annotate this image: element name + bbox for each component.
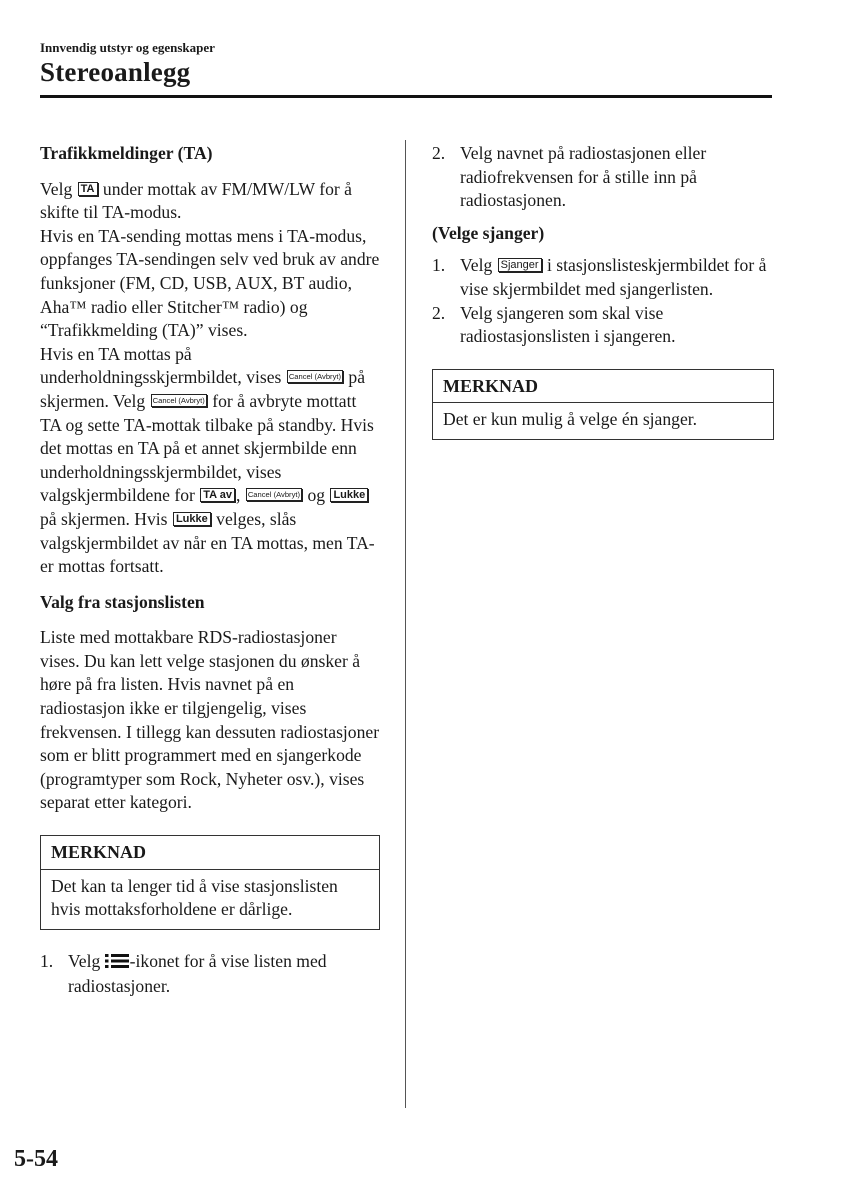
page-number: 5-54	[14, 1146, 58, 1172]
ta-heading: Trafikkmeldinger (TA)	[40, 143, 213, 163]
list-item: 2. Velg sjangeren som skal vise radiostasjonslisten i sjangeren.	[432, 302, 676, 347]
ta-paragraph-3: Hvis en TA mottas på underholdningsskjermbildet, vises Cancel (Avbryt) på skjermen. Velg Cancel (Avbryt) for å avbryte mottatt TA og sette TA-mottak tilbake på standby. Hvis det mottas en TA på et annet skjermbilde enn underholdningsskjermbildet, vises valgskjermbildene for TA av , Cancel (Avbryt) og Lukke på skjermen. Hvis Lukke velges, slås valgskjermbildet av når en TA mottas, men TA-er mottas fortsatt.	[40, 343, 375, 577]
note-title: MERKNAD	[433, 370, 773, 404]
station-steps-cont	[432, 142, 774, 213]
list-item: 1. Velg -ikonet for å vise listen med radiostasjoner.	[40, 950, 327, 997]
column-divider	[405, 140, 406, 1108]
station-list-heading: Valg fra stasjonslisten	[40, 591, 205, 612]
right-column	[432, 142, 774, 440]
note-body: Det er kun mulig å velge én sjanger.	[443, 409, 698, 430]
left-column	[40, 142, 380, 999]
ta-button: TA	[78, 182, 98, 196]
cancel-button: Cancel (Avbryt)	[152, 395, 205, 405]
cancel-button: Cancel (Avbryt)	[288, 372, 342, 382]
sjanger-button: Sjanger	[498, 258, 542, 272]
lukke-button: Lukke	[173, 512, 211, 526]
station-steps	[40, 950, 380, 999]
cancel-button: Cancel (Avbryt)	[247, 490, 301, 500]
note-box	[40, 835, 380, 930]
ta-av-button: TA av	[200, 488, 235, 502]
ta-paragraph-1: Velg TA under mottak av FM/MW/LW for å skifte til TA-modus.	[40, 178, 352, 223]
list-icon	[105, 952, 129, 976]
list-item: 1. Velg Sjanger i stasjonslisteskjermbildet for å vise skjermbildet med sjangerlisten.	[432, 255, 767, 299]
genre-heading: (Velge sjanger)	[432, 222, 545, 243]
header-rule	[40, 95, 772, 98]
genre-steps	[432, 254, 774, 348]
list-item: 2. Velg navnet på radiostasjonen eller radiofrekvensen for å stille inn på radiostasjonen.	[432, 143, 707, 211]
note-box	[432, 369, 774, 440]
station-list-paragraph: Liste med mottakbare RDS-radiostasjoner vises. Du kan lett velge stasjonen du ønsker å høre på fra listen. Hvis navnet på en radiostasjon ikke er tilgjengelig, vises frekvensen. I tillegg kan dessuten radiostasjoner som er blitt programmert med en sjangerkode (programtyper som Rock, Nyheter osv.), vises separat etter kategori.	[40, 627, 380, 813]
ta-paragraph-2: Hvis en TA-sending mottas mens i TA-modus, oppfanges TA-sendingen selv ved bruk av andre funksjoner (FM, CD, USB, AUX, BT audio, Aha™ radio eller Stitcher™ radio) og “Trafikkmelding (TA)” vises.	[40, 225, 380, 341]
section-header: Innvendig utstyr og egenskaper	[40, 40, 215, 55]
note-body: Det kan ta lenger tid å vise stasjonslisten hvis mottaksforholdene er dårlige.	[51, 875, 338, 920]
note-title: MERKNAD	[41, 836, 379, 870]
lukke-button: Lukke	[330, 488, 368, 502]
page-title: Stereoanlegg	[40, 57, 191, 87]
